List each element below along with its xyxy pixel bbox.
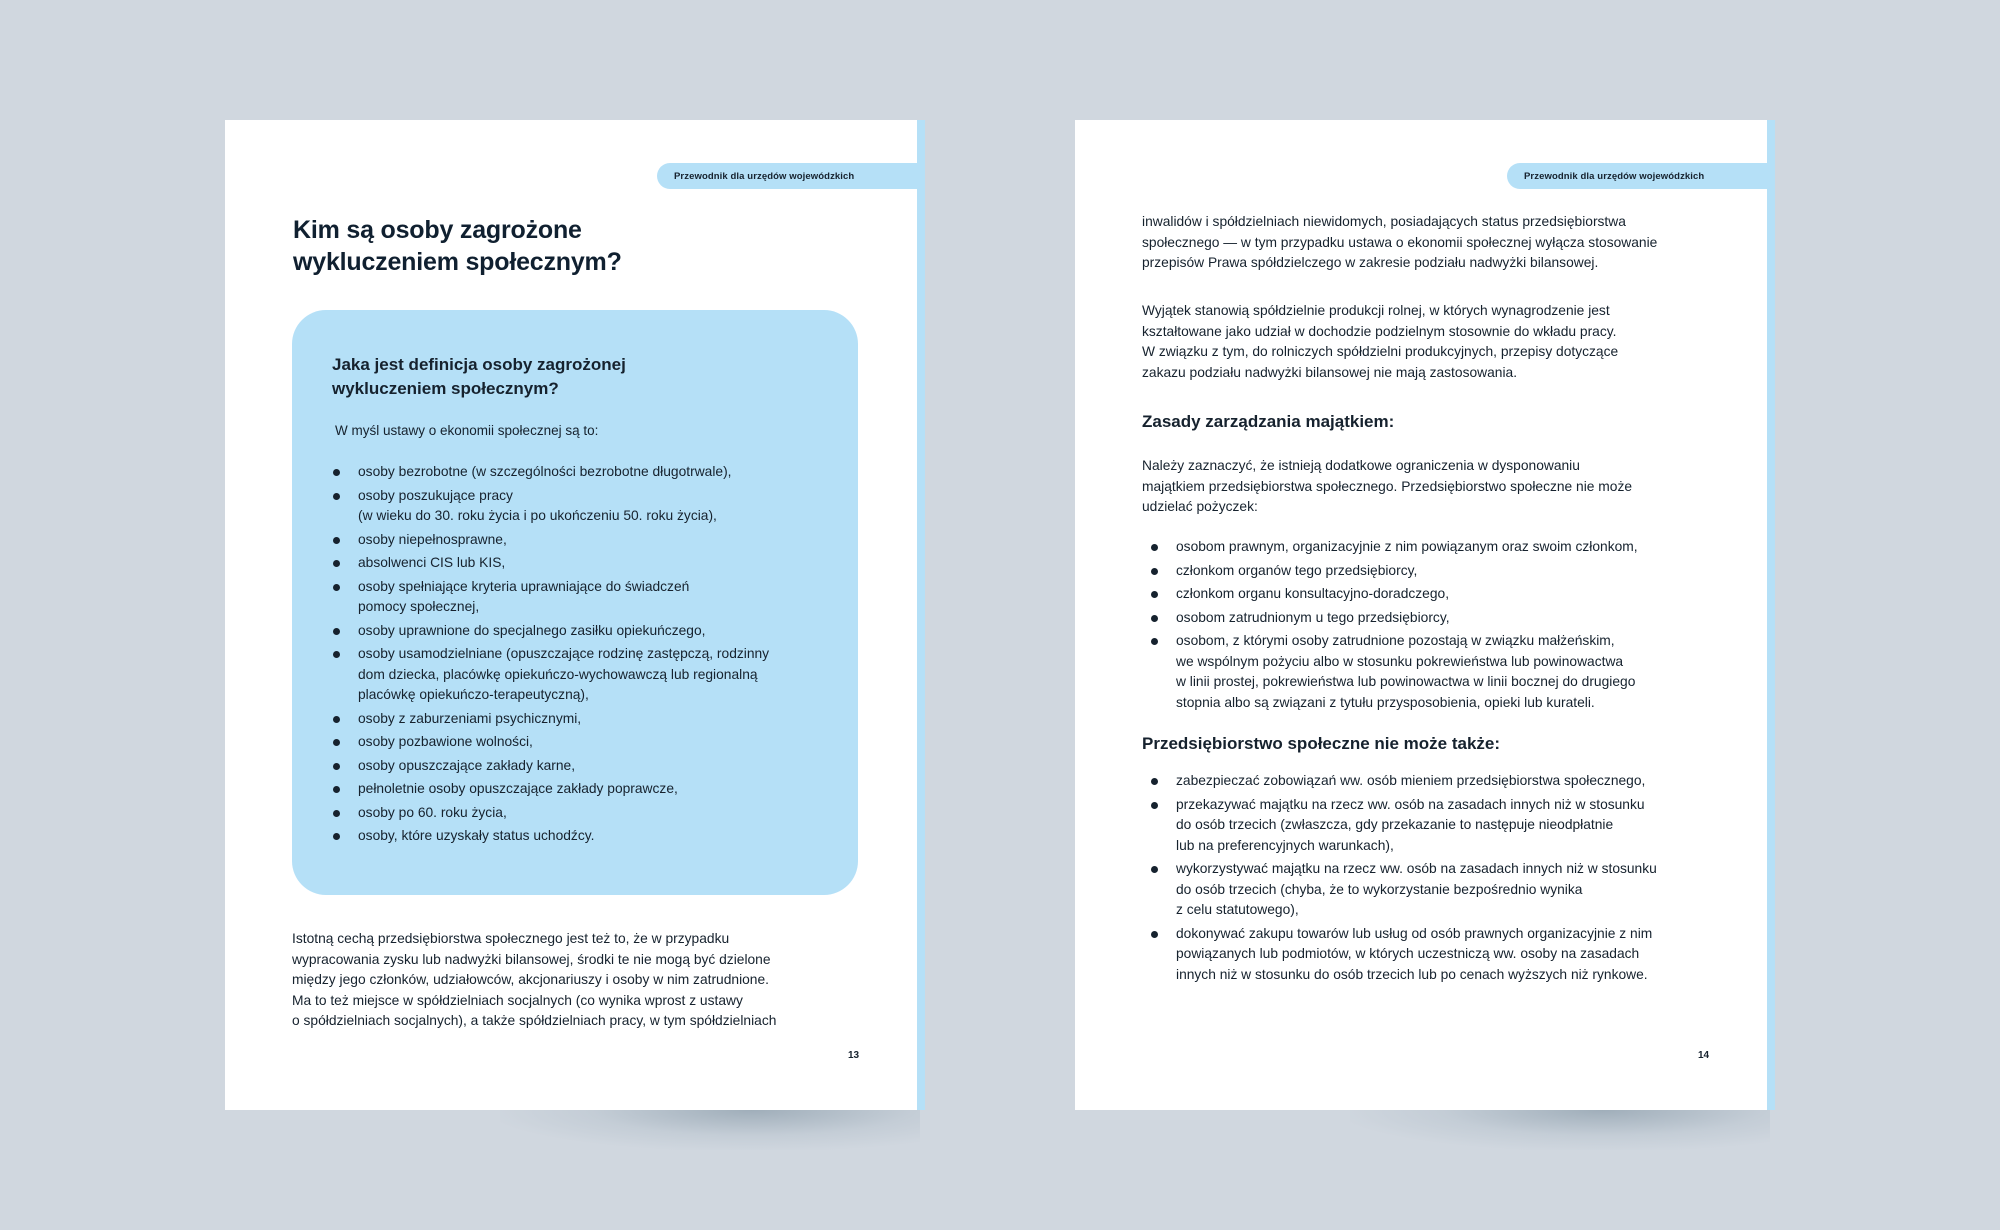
definition-box-heading [332, 353, 626, 401]
paragraph-line: przepisów Prawa spółdzielczego w zakresie podziału nadwyżki bilansowej. [1142, 255, 1599, 271]
paragraph-line: Istotną cechą przedsiębiorstwa społecznego jest też to, że w przypadku [292, 931, 730, 946]
page-title [293, 214, 622, 278]
page-number: 13 [848, 1050, 860, 1061]
list-item-line: osoby poszukujące pracy [358, 487, 513, 503]
paragraph-line: Należy zaznaczyć, że istnieją dodatkowe ograniczenia w dysponowaniu [1142, 458, 1580, 473]
list-item [1176, 795, 1736, 857]
paragraph-line: Ma to też miejsce w spółdzielniach socjalnych (co wynika wprost z ustawy [292, 992, 743, 1008]
list-item-line: osoby niepełnosprawne, [358, 531, 507, 547]
list-item [358, 779, 838, 800]
list-item [1176, 608, 1736, 629]
running-header-label: Przewodnik dla urzędów wojewódzkich [674, 170, 855, 182]
list-item-line: z celu statutowego), [1176, 902, 1299, 917]
list-item [358, 530, 838, 551]
list-item-line: pełnoletnie osoby opuszczające zakłady poprawcze, [358, 781, 678, 796]
page-13 [225, 120, 917, 1110]
loan-restrictions-list [1176, 537, 1736, 716]
list-item-line: absolwenci CIS lub KIS, [358, 555, 506, 570]
list-item [358, 756, 838, 777]
bullet-icon [1151, 568, 1158, 575]
paragraph-line: społecznego — w tym przypadku ustawa o ekonomii społecznej wyłącza stosowanie [1142, 234, 1658, 250]
page-title-line: Kim są osoby zagrożone [293, 216, 582, 244]
page-shadow [500, 1110, 920, 1150]
list-item [1176, 631, 1736, 713]
list-item-line: wykorzystywać majątku na rzecz ww. osób na zasadach innych niż w stosunku [1176, 861, 1657, 876]
running-header [657, 163, 917, 189]
bullet-icon [333, 810, 340, 817]
bullet-icon [1151, 638, 1158, 645]
bullet-icon [1151, 544, 1158, 551]
list-item-line: członkom organu konsultacyjno-doradczego, [1176, 586, 1450, 601]
list-item-line: (w wieku do 30. roku życia i po ukończeniu 50. roku życia), [358, 508, 717, 523]
list-item [358, 826, 838, 847]
paragraph-line: inwalidów i spółdzielniach niewidomych, posiadających status przedsiębiorstwa [1142, 214, 1626, 229]
body-paragraph [1142, 212, 1722, 274]
list-item-line: dokonywać zakupu towarów lub usług od osób prawnych organizacyjnie z nim [1176, 925, 1653, 941]
list-item-line: we wspólnym pożyciu albo w stosunku pokrewieństwa lub powinowactwa [1176, 653, 1624, 669]
bullet-icon [333, 628, 340, 635]
page-number: 14 [1698, 1050, 1710, 1061]
bullet-icon [1151, 615, 1158, 622]
list-item [358, 709, 838, 730]
list-item-line: placówkę opiekuńczo-terapeutyczną), [358, 687, 589, 702]
list-item [358, 577, 838, 618]
paragraph-line: między jego członków, udziałowców, akcjonariuszy i osoby w nim zatrudnione. [292, 972, 769, 988]
paragraph-line: zakazu podziału nadwyżki bilansowej nie mają zastosowania. [1142, 364, 1518, 380]
list-item-line: powiązanych lub podmiotów, w których uczestniczą ww. osoby na zasadach [1176, 946, 1640, 961]
list-item-line: osoby opuszczające zakłady karne, [358, 757, 576, 773]
paragraph-line: udzielać pożyczek: [1142, 499, 1258, 515]
list-item [1176, 924, 1736, 986]
body-paragraph [1142, 301, 1722, 383]
page-edge-strip [1767, 120, 1775, 1110]
paragraph-line: Wyjątek stanowią spółdzielnie produkcji rolnej, w których wynagrodzenie jest [1142, 303, 1610, 318]
list-item-line: członkom organów tego przedsiębiorcy, [1176, 562, 1418, 578]
bullet-icon [333, 739, 340, 746]
list-item [358, 732, 838, 753]
bullet-icon [333, 651, 340, 658]
list-item-line: osoby uprawnione do specjalnego zasiłku opiekuńczego, [358, 622, 706, 638]
list-item [1176, 859, 1736, 921]
list-item-line: do osób trzecich (chyba, że to wykorzystanie bezpośrednio wynika [1176, 881, 1583, 897]
list-item [358, 803, 838, 824]
definition-box-intro: W myśl ustawy o ekonomii społecznej są to: [335, 423, 599, 438]
bullet-icon [333, 763, 340, 770]
list-item-line: innych niż w stosunku do osób trzecich lub po cenach wyższych niż rynkowe. [1176, 966, 1648, 982]
bullet-icon [1151, 931, 1158, 938]
list-item-line: do osób trzecich (zwłaszcza, gdy przekazanie to następuje nieodpłatnie [1176, 817, 1614, 832]
page-14 [1075, 120, 1767, 1110]
list-item [1176, 584, 1736, 605]
bullet-icon [333, 716, 340, 723]
list-item-line: osobom prawnym, organizacyjnie z nim powiązanym oraz swoim członkom, [1176, 539, 1638, 554]
bullet-icon [333, 833, 340, 840]
bullet-icon [1151, 778, 1158, 785]
paragraph-line: o spółdzielniach socjalnych), a także spółdzielniach pracy, w tym spółdzielniach [292, 1013, 777, 1029]
list-item-line: osoby, które uzyskały status uchodźcy. [358, 828, 595, 843]
list-item [1176, 771, 1736, 792]
list-item-line: osobom zatrudnionym u tego przedsiębiorcy, [1176, 609, 1450, 625]
list-item-line: przekazywać majątku na rzecz ww. osób na zasadach innych niż w stosunku [1176, 796, 1645, 812]
list-item-line: osoby usamodzielniane (opuszczające rodzinę zastępczą, rodzinny [358, 646, 770, 661]
definition-box [292, 310, 858, 895]
section-heading-asset-management: Zasady zarządzania majątkiem: [1142, 412, 1395, 431]
paragraph-line: kształtowane jako udział w dochodzie podzielnym stosownie do wkładu pracy. [1142, 323, 1617, 339]
list-item [1176, 561, 1736, 582]
bullet-icon [1151, 866, 1158, 873]
list-item-line: osoby bezrobotne (w szczególności bezrobotne długotrwale), [358, 464, 732, 479]
heading-line: Jaka jest definicja osoby zagrożonej [332, 355, 626, 374]
list-item-line: pomocy społecznej, [358, 599, 480, 614]
list-item [1176, 537, 1736, 558]
list-item-line: osobom, z którymi osoby zatrudnione pozostają w związku małżeńskim, [1176, 633, 1615, 648]
running-header-label: Przewodnik dla urzędów wojewódzkich [1524, 170, 1705, 182]
list-item [358, 621, 838, 642]
bullet-icon [333, 537, 340, 544]
list-item-line: zabezpieczać zobowiązań ww. osób mieniem przedsiębiorstwa społecznego, [1176, 773, 1646, 788]
paragraph-line: majątkiem przedsiębiorstwa społecznego. Przedsiębiorstwo społeczne nie może [1142, 478, 1633, 494]
body-paragraph [1142, 456, 1722, 518]
bullet-icon [333, 786, 340, 793]
list-item-line: osoby po 60. roku życia, [358, 804, 507, 820]
list-item [358, 462, 838, 483]
paragraph-line: W związku z tym, do rolniczych spółdzielni produkcyjnych, przepisy dotyczące [1142, 344, 1619, 360]
list-item-line: w linii prostej, pokrewieństwa lub powinowactwa w linii bocznej do drugiego [1176, 674, 1636, 689]
bullet-icon [1151, 591, 1158, 598]
list-item [358, 644, 838, 706]
body-paragraph [292, 929, 852, 1032]
list-item [358, 486, 838, 527]
bullet-icon [1151, 802, 1158, 809]
list-item [358, 553, 838, 574]
page-edge-strip [917, 120, 925, 1110]
further-restrictions-list [1176, 771, 1736, 988]
list-item-line: osoby spełniające kryteria uprawniające do świadczeń [358, 578, 690, 594]
running-header [1507, 163, 1767, 189]
bullet-icon [333, 560, 340, 567]
list-item-line: lub na preferencyjnych warunkach), [1176, 837, 1394, 853]
list-item-line: osoby pozbawione wolności, [358, 734, 533, 749]
bullet-icon [333, 469, 340, 476]
page-shadow [1350, 1110, 1770, 1150]
heading-line: wykluczeniem społecznym? [332, 379, 559, 398]
list-item-line: osoby z zaburzeniami psychicznymi, [358, 710, 582, 726]
list-item-line: stopnia albo są związani z tytułu przysposobienia, opieki lub kurateli. [1176, 694, 1595, 710]
bullet-icon [333, 493, 340, 500]
definition-list [358, 462, 838, 850]
paragraph-line: wypracowania zysku lub nadwyżki bilansowej, środki te nie mogą być dzielone [292, 951, 771, 967]
list-item-line: dom dziecka, placówkę opiekuńczo-wychowawczą lub regionalną [358, 666, 758, 682]
page-title-line: wykluczeniem społecznym? [293, 248, 622, 276]
section-heading-further-restrictions: Przedsiębiorstwo społeczne nie może także: [1142, 734, 1501, 753]
bullet-icon [333, 584, 340, 591]
